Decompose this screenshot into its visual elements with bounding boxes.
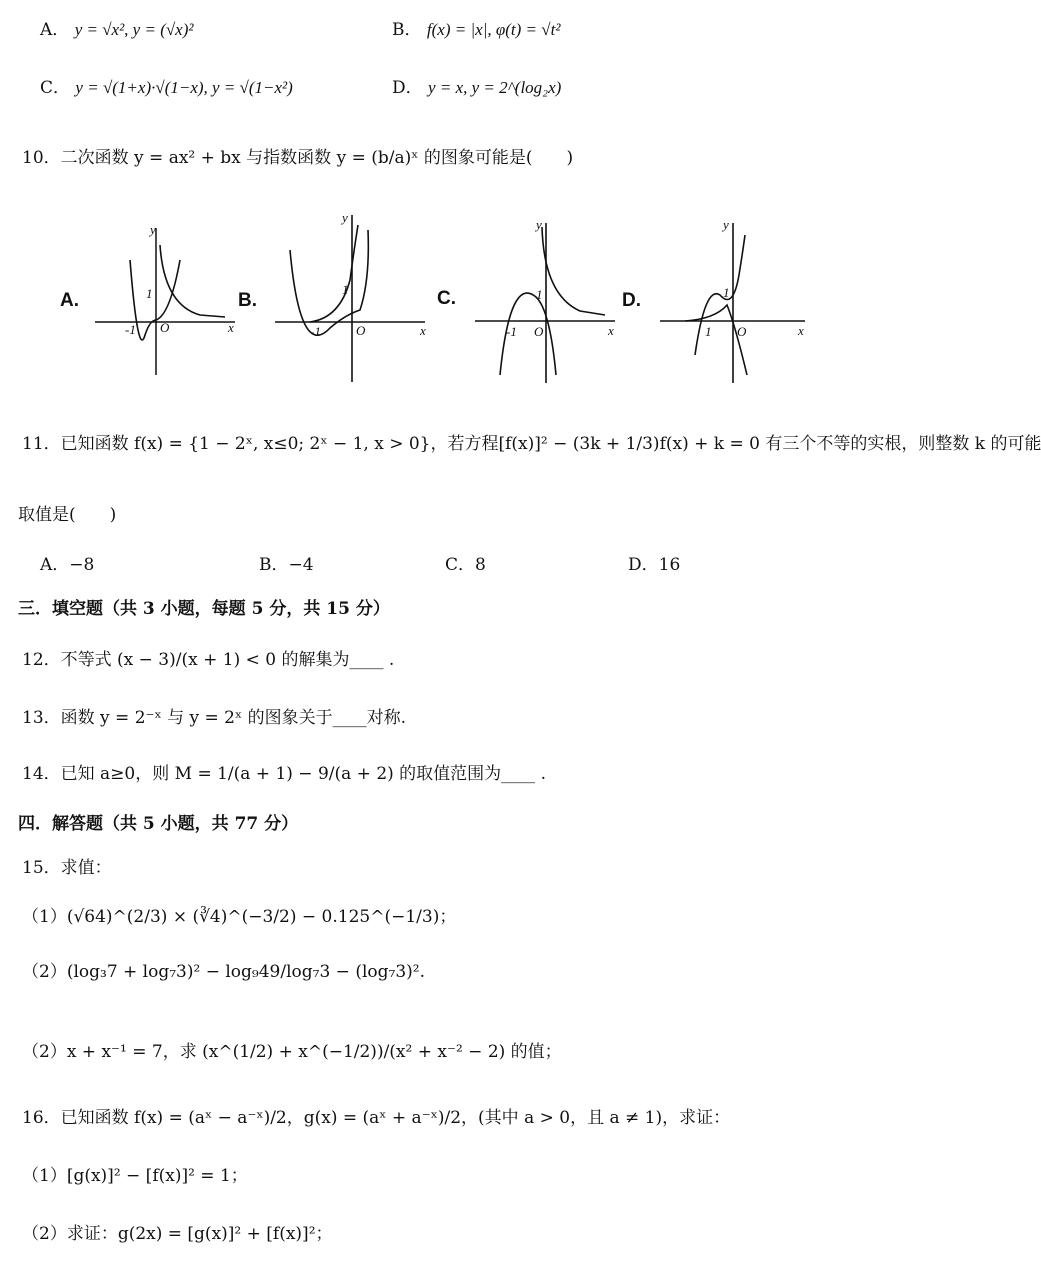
q16-title: 16．已知函数 f(x) = (aˣ − a⁻ˣ)/2，g(x) = (aˣ + a⁻ˣ)/2，(其中 a > 0，且 a ≠ 1)，求证： (22, 1108, 731, 1128)
q9-option-d-label: D． (392, 78, 423, 98)
q12: 12．不等式 (x − 3)/(x + 1) < 0 的解集为____ . (22, 650, 395, 670)
q11-stem-continued: 取值是( ) (18, 505, 117, 525)
q15-part-2: （2）(log₃7 + log₇3)² − log₉49/log₇3 − (log₇3)². (22, 962, 426, 982)
q10-number: 10． (22, 148, 61, 168)
q9-option-b-label: B． (392, 20, 422, 40)
q11-option-c (445, 553, 486, 577)
q11-option-d-value: 16 (658, 555, 681, 575)
svg-text:x: x (608, 323, 614, 338)
q11-option-a-label: A． (40, 555, 70, 575)
section-4-heading: 四．解答题（共 5 小题，共 77 分） (18, 814, 299, 834)
graph-b-exponential (310, 225, 358, 322)
graph-b (270, 210, 430, 385)
svg-text:y: y (150, 222, 156, 237)
q11-option-b (259, 553, 314, 577)
q9-option-b-text: f(x) = |x|, φ(t) = √t² (426, 20, 561, 39)
svg-text:-1: -1 (506, 324, 517, 339)
svg-text:x: x (798, 323, 804, 338)
q9-option-a-text: y = √x², y = (√x)² (74, 20, 194, 39)
q11-option-a (40, 553, 94, 577)
svg-text:y: y (723, 217, 729, 232)
q11-option-c-label: C． (445, 555, 476, 575)
q9-option-d (392, 76, 561, 100)
q9-option-c (40, 76, 293, 100)
svg-text:1: 1 (146, 286, 153, 301)
q11-option-a-value: −8 (69, 555, 95, 575)
svg-text:O: O (160, 320, 170, 335)
graph-d-exponential (685, 305, 747, 375)
q11-option-c-value: 8 (475, 555, 486, 575)
svg-text:O: O (534, 324, 544, 339)
q11-number: 11． (22, 434, 61, 454)
svg-text:y: y (342, 210, 348, 225)
svg-text:-1: -1 (125, 322, 136, 337)
q11-option-d-label: D． (628, 555, 659, 575)
q9-option-d-text: y = x, y = 2^(log₂x) (428, 78, 562, 97)
q11-stem (22, 432, 1041, 456)
graph-b-parabola (290, 230, 368, 335)
graph-d-label: D. (622, 290, 641, 311)
svg-text:1: 1 (342, 282, 349, 297)
q11-option-d (628, 553, 680, 577)
graph-c-exponential (542, 227, 605, 315)
graph-b-label: B. (238, 290, 257, 311)
svg-text:x: x (420, 323, 426, 338)
q16-part-1: （1）[g(x)]² − [f(x)]² = 1； (22, 1166, 248, 1186)
q9-option-a (40, 18, 194, 42)
graph-a (90, 220, 240, 380)
svg-text:y: y (536, 217, 542, 232)
q9-option-a-label: A． (40, 20, 70, 40)
q11-option-b-label: B． (259, 555, 289, 575)
q15-part-3: （2）x + x⁻¹ = 7，求 (x^(1/2) + x^(−1/2))/(x² + x⁻² − 2) 的值； (22, 1042, 562, 1062)
q11-option-b-value: −4 (288, 555, 314, 575)
graph-a-exponential (160, 245, 225, 317)
q16-part-2: （2）求证：g(2x) = [g(x)]² + [f(x)]²； (22, 1224, 333, 1244)
svg-text:-1: -1 (310, 324, 321, 339)
svg-text:x: x (228, 320, 234, 335)
graph-a-parabola (130, 260, 180, 340)
q9-option-c-label: C． (40, 78, 71, 98)
graph-c (470, 215, 620, 385)
q10-text: 二次函数 y = ax² + bx 与指数函数 y = (b/a)ˣ 的图象可能是( ) (60, 148, 574, 168)
q9-option-b (392, 18, 560, 42)
svg-text:1: 1 (723, 285, 730, 300)
graph-d (655, 215, 810, 385)
section-3-heading: 三．填空题（共 3 小题，每题 5 分，共 15 分） (18, 599, 390, 619)
q15-title: 15．求值： (22, 858, 112, 878)
q14: 14．已知 a≥0，则 M = 1/(a + 1) − 9/(a + 2) 的取值范围为____ . (22, 764, 546, 784)
svg-text:O: O (356, 323, 366, 338)
q13: 13．函数 y = 2⁻ˣ 与 y = 2ˣ 的图象关于____对称. (22, 708, 406, 728)
svg-text:O: O (737, 324, 747, 339)
q15-part-1: （1）(√64)^(2/3) × (∛4)^(−3/2) − 0.125^(−1/3)； (22, 907, 457, 927)
svg-text:1: 1 (705, 324, 712, 339)
graph-a-label: A. (60, 290, 79, 311)
graph-c-label: C. (437, 288, 456, 309)
svg-text:1: 1 (536, 287, 543, 302)
q10-stem (22, 146, 573, 170)
q9-option-c-text: y = √(1+x)·√(1−x), y = √(1−x²) (75, 78, 293, 97)
q11-text: 已知函数 f(x) = {1 − 2ˣ, x≤0; 2ˣ − 1, x > 0}，若方程[f(x)]² − (3k + 1/3)f(x) + k = 0 有三个不等的实根，则整数 k 的可能 (60, 434, 1041, 454)
